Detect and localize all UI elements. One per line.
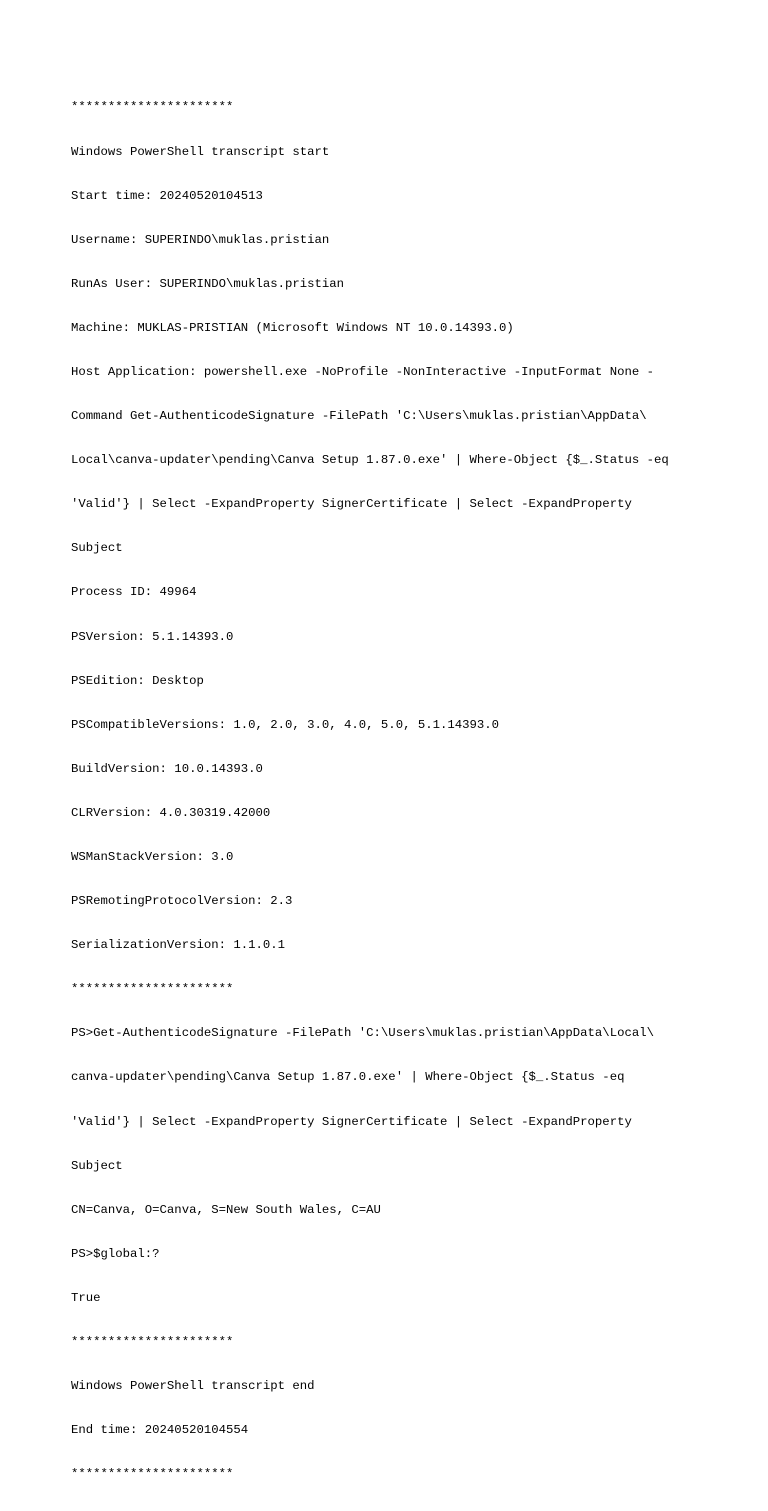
runas-user-line: RunAs User: SUPERINDO\muklas.pristian <box>71 276 345 291</box>
host-application-line: Subject <box>71 541 123 556</box>
host-application-line: Local\canva-updater\pending\Canva Setup 1.87.0.exe' | Where-Object {$_.Status -eq <box>71 453 669 468</box>
command-line: 'Valid'} | Select -ExpandProperty SignerCertificate | Select -ExpandProperty <box>71 1114 632 1129</box>
global-status-command-line: PS>$global:? <box>71 1246 160 1261</box>
transcript-separator: ********************** <box>71 1335 234 1350</box>
psremotingprotocolversion-line: PSRemotingProtocolVersion: 2.3 <box>71 894 293 909</box>
psedition-line: PSEdition: Desktop <box>71 673 204 688</box>
pscompatibleversions-line: PSCompatibleVersions: 1.0, 2.0, 3.0, 4.0, 5.0, 5.1.14393.0 <box>71 717 500 732</box>
transcript-separator: ********************** <box>71 100 234 115</box>
process-id-line: Process ID: 49964 <box>71 585 197 600</box>
serializationversion-line: SerializationVersion: 1.1.0.1 <box>71 938 286 953</box>
host-application-line: Command Get-AuthenticodeSignature -FilePath 'C:\Users\muklas.pristian\AppData\ <box>71 409 647 424</box>
transcript-separator: ********************** <box>71 1467 234 1482</box>
host-application-line: Host Application: powershell.exe -NoProfile -NonInteractive -InputFormat None - <box>71 364 654 379</box>
global-status-output-line: True <box>71 1290 101 1305</box>
buildversion-line: BuildVersion: 10.0.14393.0 <box>71 761 263 776</box>
end-time-line: End time: 20240520104554 <box>71 1423 249 1438</box>
host-application-line: 'Valid'} | Select -ExpandProperty SignerCertificate | Select -ExpandProperty <box>71 497 632 512</box>
psversion-line: PSVersion: 5.1.14393.0 <box>71 629 234 644</box>
clrversion-line: CLRVersion: 4.0.30319.42000 <box>71 805 271 820</box>
transcript-start-heading: Windows PowerShell transcript start <box>71 144 330 159</box>
transcript-end-heading: Windows PowerShell transcript end <box>71 1379 315 1394</box>
username-line: Username: SUPERINDO\muklas.pristian <box>71 232 330 247</box>
transcript-separator: ********************** <box>71 982 234 997</box>
command-line: Subject <box>71 1158 123 1173</box>
command-output-line: CN=Canva, O=Canva, S=New South Wales, C=AU <box>71 1202 381 1217</box>
command-line: PS>Get-AuthenticodeSignature -FilePath 'C:\Users\muklas.pristian\AppData\Local\ <box>71 1026 654 1041</box>
powershell-transcript <box>71 71 711 1511</box>
command-line: canva-updater\pending\Canva Setup 1.87.0.exe' | Where-Object {$_.Status -eq <box>71 1070 625 1085</box>
start-time-line: Start time: 20240520104513 <box>71 188 263 203</box>
wsmanstackversion-line: WSManStackVersion: 3.0 <box>71 850 234 864</box>
machine-line: Machine: MUKLAS-PRISTIAN (Microsoft Windows NT 10.0.14393.0) <box>71 320 514 335</box>
